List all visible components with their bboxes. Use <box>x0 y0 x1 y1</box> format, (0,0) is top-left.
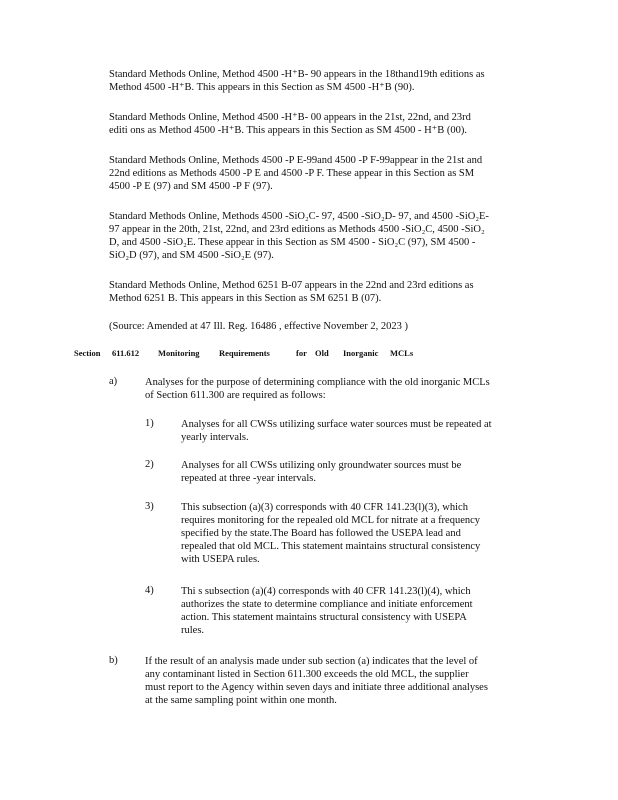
text-line: authorizes the state to determine compliance and initiate enforcement <box>181 599 473 610</box>
text-line: 4500 -P E (97) and SM 4500 -P F (97). <box>109 181 273 192</box>
text-line: Standard Methods Online, Methods 4500 -SiO₂C- 97, 4500 -SiO₂D- 97, and 4500 -SiO₂E- <box>109 211 489 222</box>
section-title-word: MCLs <box>390 348 414 358</box>
text-line: Standard Methods Online, Method 4500 -H⁺B- 90 appears in the 18thand19th editions as <box>109 69 485 80</box>
section-title-word: Inorganic <box>343 348 379 358</box>
text-line: editi ons as Method 4500 -H⁺B. This appears in this Section as SM 4500 - H⁺B (00). <box>109 125 467 136</box>
text-line: requires monitoring for the repealed old MCL for nitrate at a frequency <box>181 515 481 526</box>
item-4-text <box>181 585 536 637</box>
text-line: Method 6251 B. This appears in this Section as SM 6251 B (07). <box>109 293 382 304</box>
text-line: 22nd editions as Methods 4500 -P E and 4500 -P F. These appear in this Section as SM <box>109 168 475 179</box>
text-line: If the result of an analysis made under sub section (a) indicates that the level of <box>145 656 478 667</box>
source-note <box>109 320 534 333</box>
section-title-word: for <box>296 348 307 358</box>
subsection-b-label: b) <box>109 655 118 666</box>
text-line: yearly intervals. <box>181 432 249 443</box>
text-line: must report to the Agency within seven days and initiate three additional analyses <box>145 682 488 693</box>
section-title-word: Requirements <box>219 348 270 358</box>
text-line: (Source: Amended at 47 Ill. Reg. 16486 , effective November 2, 2023 ) <box>109 321 408 332</box>
text-line: This subsection (a)(3) corresponds with 40 CFR 141.23(l)(3), which <box>181 502 468 513</box>
text-line: with USEPA rules. <box>181 554 260 565</box>
section-title-word: Old <box>315 348 329 358</box>
text-line: Thi s subsection (a)(4) corresponds with 40 CFR 141.23(l)(4), which <box>181 586 471 597</box>
text-line: SiO₂D (97), and SM 4500 -SiO₂E (97). <box>109 250 274 261</box>
text-line: Method 4500 -H⁺B. This appears in this Section as SM 4500 -H⁺B (90). <box>109 82 415 93</box>
text-line: Analyses for all CWSs utilizing only groundwater sources must be <box>181 460 462 471</box>
paragraph-sm-4500-h-b-90 <box>109 68 534 94</box>
section-title-word: Monitoring <box>158 348 200 358</box>
paragraph-sm-4500-p <box>109 154 534 193</box>
text-line: specified by the state.The Board has followed the USEPA lead and <box>181 528 461 539</box>
paragraph-sm-4500-h-b-00 <box>109 111 534 137</box>
section-label: Section <box>74 348 101 358</box>
subsection-a-label: a) <box>109 376 118 387</box>
text-line: of Section 611.300 are required as follows: <box>145 390 326 401</box>
item-2-text <box>181 459 536 485</box>
section-number: 611.612 <box>112 348 140 358</box>
text-line: 97 appear in the 20th, 21st, 22nd, and 23rd editions as Methods 4500 -SiO₂C, 4500 -SiO₂ <box>109 224 485 235</box>
text-line: Standard Methods Online, Method 4500 -H⁺B- 00 appears in the 21st, 22nd, and 23rd <box>109 112 471 123</box>
text-line: Analyses for the purpose of determining compliance with the old inorganic MCLs <box>145 377 490 388</box>
text-line: repeated at three -year intervals. <box>181 473 316 484</box>
text-line: action. This statement maintains structural consistency with USEPA <box>181 612 467 623</box>
subsection-a-text <box>145 376 535 402</box>
item-2-number: 2) <box>145 459 154 470</box>
item-4-number: 4) <box>145 585 154 596</box>
text-line: rules. <box>181 625 205 636</box>
text-line: repealed that old MCL. This statement maintains structural consistency <box>181 541 481 552</box>
text-line: Analyses for all CWSs utilizing surface water sources must be repeated at <box>181 419 492 430</box>
text-line: Standard Methods Online, Methods 4500 -P E-99and 4500 -P F-99appear in the 21st and <box>109 155 483 166</box>
item-1-text <box>181 418 536 444</box>
text-line: any contaminant listed in Section 611.300 exceeds the old MCL, the supplier <box>145 669 469 680</box>
paragraph-sm-6251-b <box>109 279 534 305</box>
item-1-number: 1) <box>145 418 154 429</box>
item-3-number: 3) <box>145 501 154 512</box>
paragraph-sm-4500-sio2 <box>109 210 534 262</box>
subsection-b-text <box>145 655 535 707</box>
text-line: at the same sampling point within one month. <box>145 695 337 706</box>
text-line: D, and 4500 -SiO₂E. These appear in this Section as SM 4500 - SiO₂C (97), SM 4500 - <box>109 237 476 248</box>
item-3-text <box>181 501 536 566</box>
text-line: Standard Methods Online, Method 6251 B-07 appears in the 22nd and 23rd editions as <box>109 280 474 291</box>
